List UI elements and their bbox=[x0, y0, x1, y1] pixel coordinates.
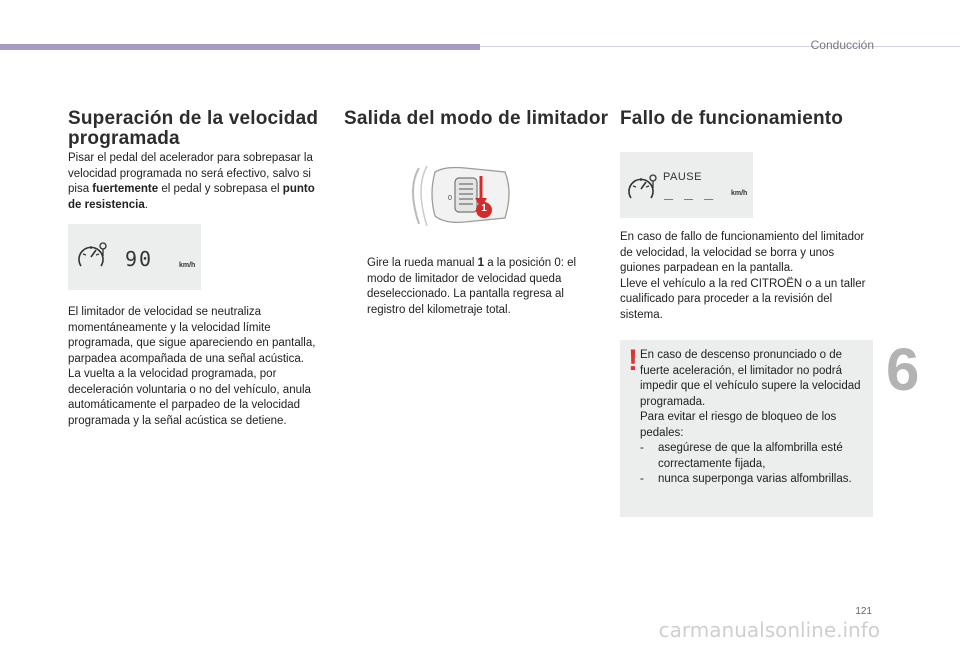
malfunction-display-panel bbox=[620, 152, 753, 218]
chapter-number: 6 bbox=[886, 336, 920, 403]
watermark: carmanualsonline.info bbox=[658, 618, 880, 642]
stalk-illustration bbox=[405, 158, 515, 234]
speed-display-panel bbox=[68, 224, 201, 290]
warning-text bbox=[640, 348, 868, 488]
page-number: 121 bbox=[855, 606, 872, 617]
warning-line-2: Para evitar el riesgo de bloqueo de los pedales: bbox=[640, 411, 837, 439]
section-label: Conducción bbox=[810, 38, 874, 52]
step-text-2: a la posición 0: el modo de limitador de velocidad queda deseleccionado. La pantalla regresa al registro del kilometraje total. bbox=[367, 257, 577, 316]
header-accent-bar bbox=[0, 44, 480, 50]
malfunction-body bbox=[620, 230, 875, 323]
overspeed-body-2: La vuelta a la velocidad programada, por deceleración voluntaria o no del vehículo, anula automáticamente el parpadeo de la velocidad programada y la señal acústica se detiene. bbox=[68, 368, 311, 427]
intro-bold-resistance-point: punto de resistencia bbox=[68, 183, 315, 211]
overspeed-intro bbox=[68, 151, 330, 213]
speed-dashes: _ _ _ bbox=[664, 182, 715, 200]
steering-control-illustration bbox=[405, 158, 515, 234]
intro-bold-firmly: fuertemente bbox=[92, 183, 159, 195]
overspeed-body bbox=[68, 305, 330, 429]
warning-list-item: - nunca superponga varias alfombrillas. bbox=[640, 473, 852, 485]
speed-unit-fault: km/h bbox=[731, 190, 748, 197]
malfunction-heading: Fallo de funcionamiento bbox=[620, 108, 844, 129]
header-rule bbox=[480, 46, 960, 47]
step-bold-number: 1 bbox=[477, 257, 484, 269]
svg-text:0: 0 bbox=[448, 195, 452, 202]
callout-number: 1 bbox=[481, 203, 487, 214]
pause-status: PAUSE bbox=[663, 171, 702, 183]
warning-box bbox=[620, 340, 873, 517]
intro-text: Pisar el pedal del acelerador para sobrepasar la velocidad programada no será efectivo, salvo si pisa bbox=[68, 152, 313, 195]
malfunction-body-2: Lleve el vehículo a la red CITROËN o a un taller cualificado para proceder a la revisión del sistema. bbox=[620, 277, 866, 321]
exit-limiter-step bbox=[367, 256, 597, 318]
programmed-speed: 90 bbox=[125, 247, 154, 271]
warning-line-1: En caso de descenso pronunciado o de fuerte aceleración, el limitador no podrá impedir que el vehículo supere la velocidad programada. bbox=[640, 349, 861, 408]
exit-limiter-heading: Salida del modo de limitador bbox=[344, 108, 609, 129]
intro-text-3: . bbox=[144, 198, 148, 211]
warning-icon: ! bbox=[628, 344, 638, 377]
overspeed-heading: Superación de la velocidad programada bbox=[68, 108, 319, 149]
step-text: Gire la rueda manual bbox=[367, 257, 478, 269]
overspeed-body-1: El limitador de velocidad se neutraliza momentáneamente y la velocidad límite programada, que sigue apareciendo en pantalla, parpadea acompañada de una señal acústica. bbox=[68, 306, 316, 365]
malfunction-body-1: En caso de fallo de funcionamiento del limitador de velocidad, la velocidad se borra y unos guiones parpadean en la pantalla. bbox=[620, 231, 865, 274]
speed-unit: km/h bbox=[179, 262, 196, 269]
intro-text-2: el pedal y sobrepasa el bbox=[158, 183, 283, 195]
warning-list-item: - asegúrese de que la alfombrilla esté correctamente fijada, bbox=[640, 442, 843, 470]
